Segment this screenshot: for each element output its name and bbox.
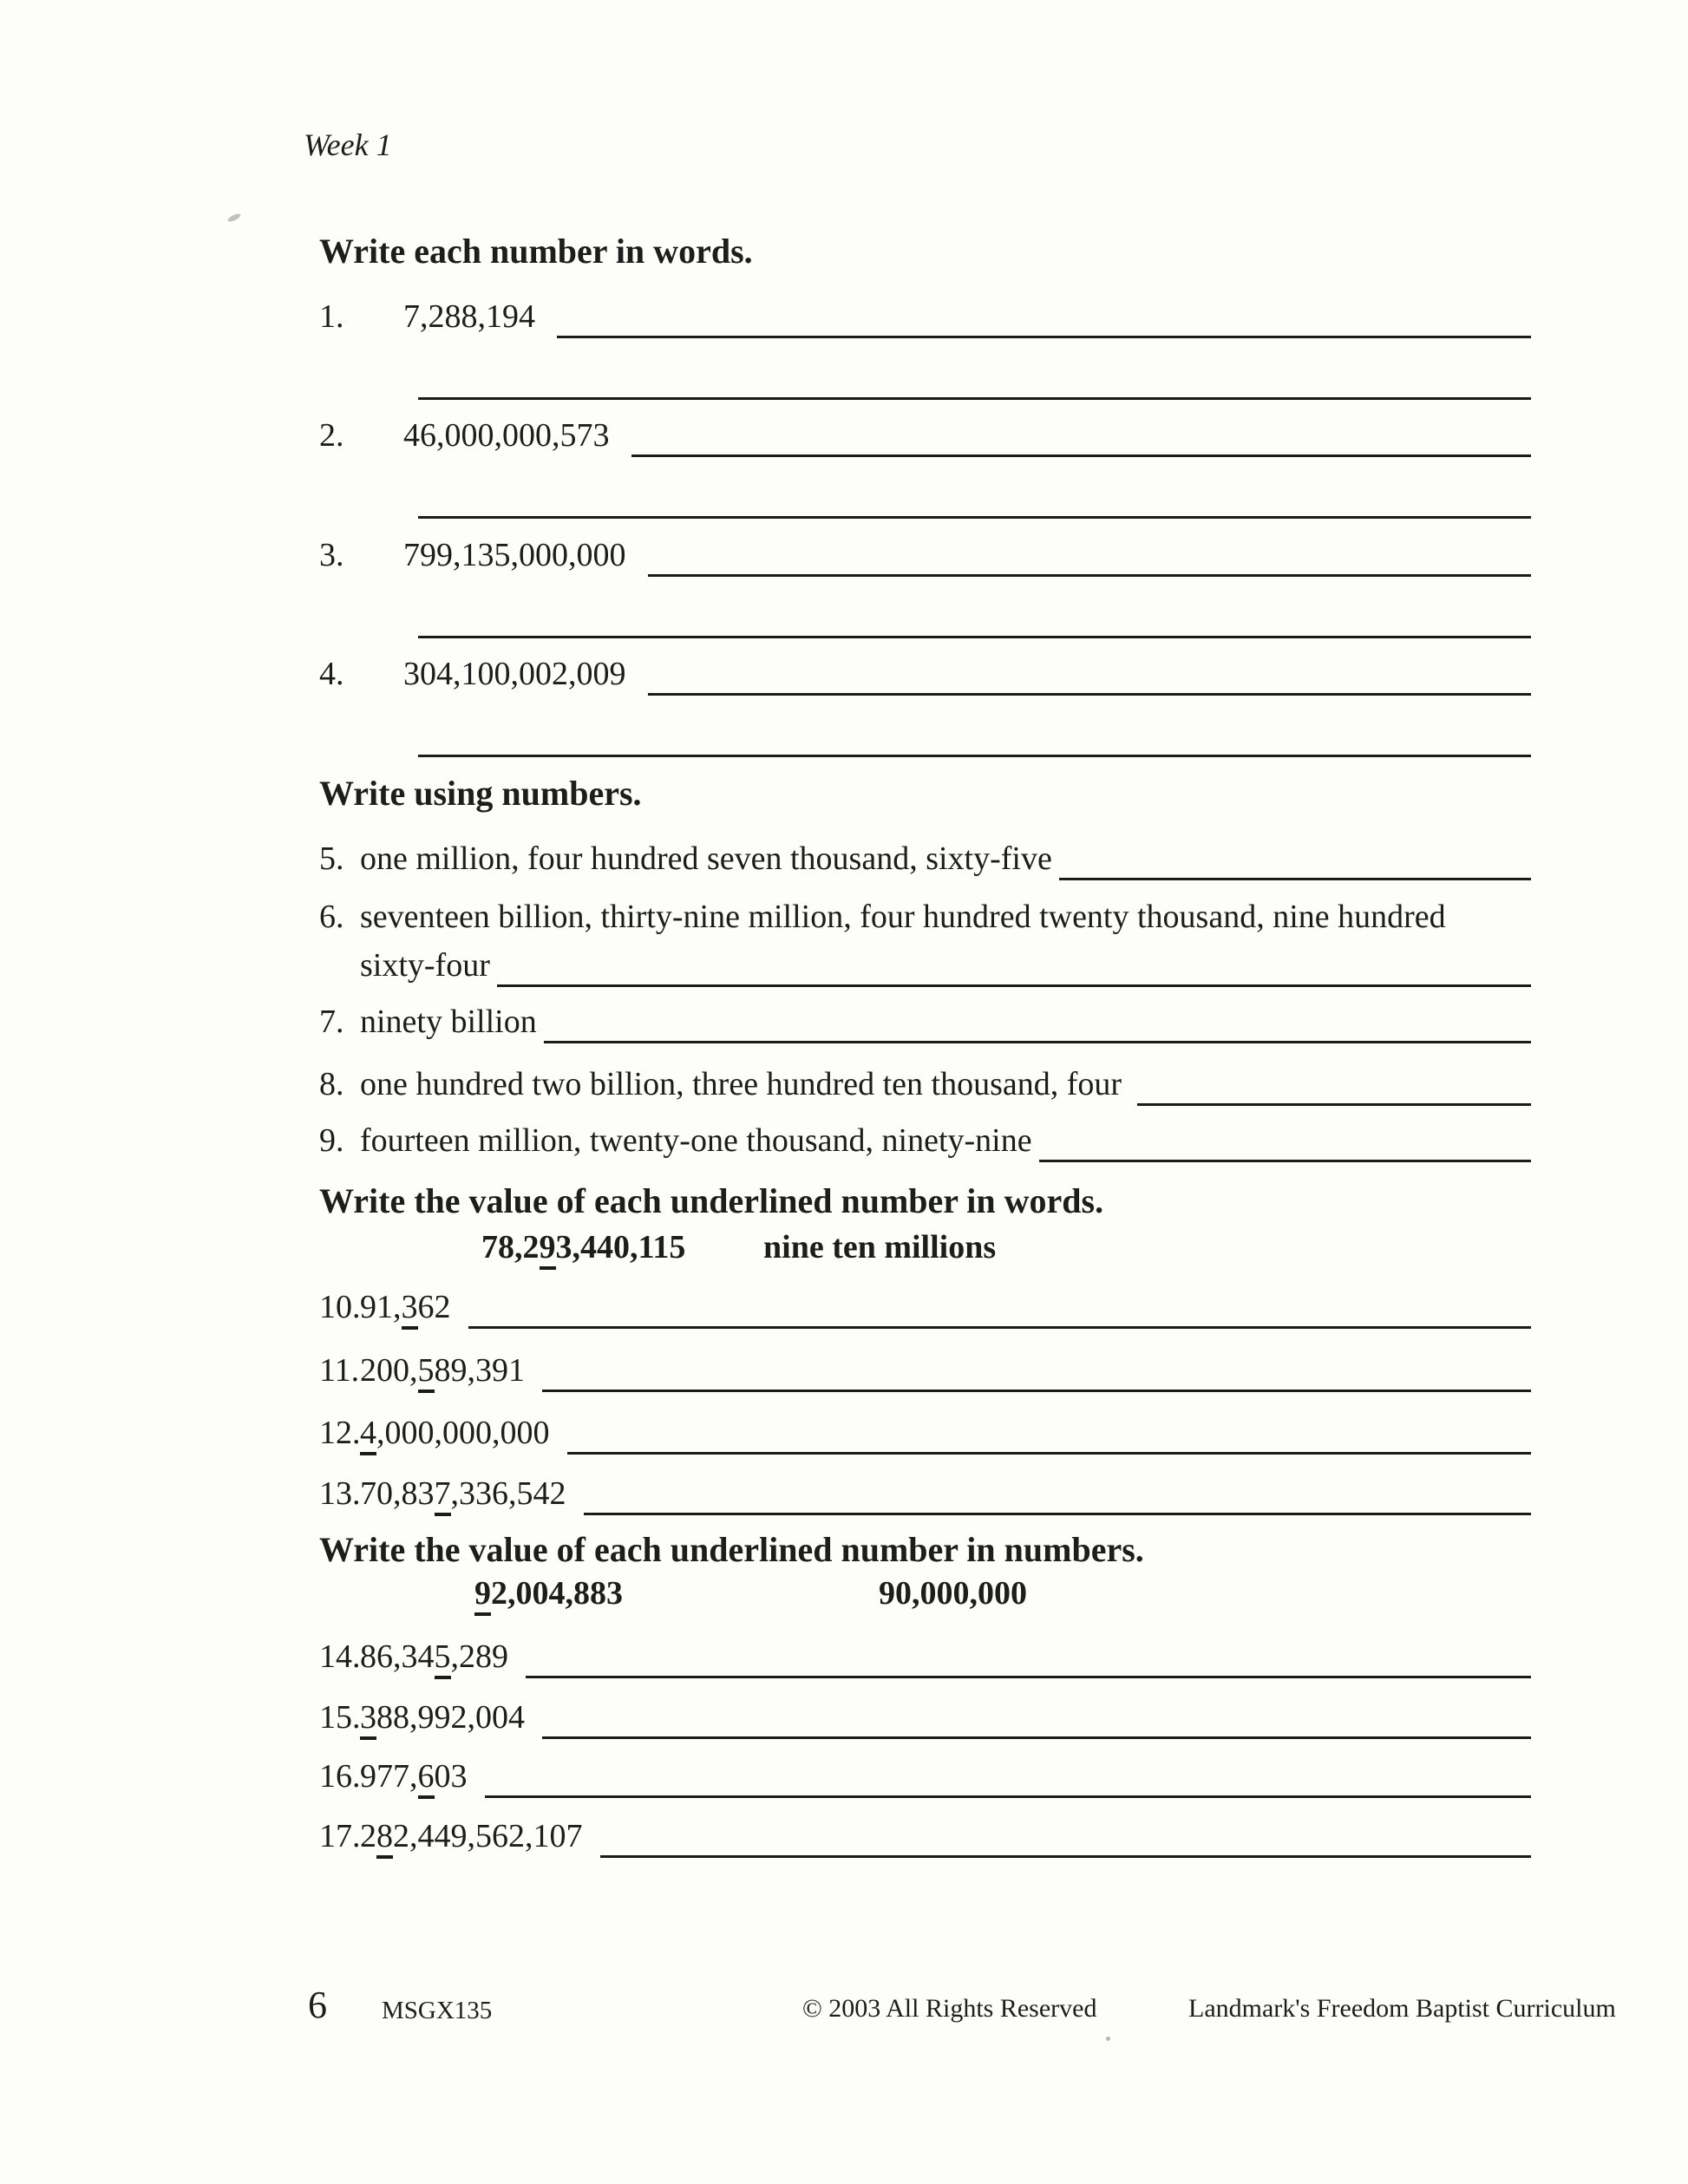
answer-line [648, 535, 1532, 575]
scan-speck [1106, 2037, 1110, 2041]
item-number: 3. [319, 537, 344, 573]
item-number: 11. [319, 1352, 360, 1389]
underlined-digit: 5 [435, 1638, 451, 1679]
answer-line [584, 1474, 1532, 1514]
item-row-5 [319, 839, 1531, 879]
underlined-digit: 3 [402, 1289, 418, 1330]
example-number [481, 1229, 685, 1270]
underlined-digit: 8 [376, 1818, 393, 1859]
answer-line [1059, 839, 1531, 879]
underlined-digit: 6 [418, 1758, 435, 1799]
example-answer: 90,000,000 [879, 1575, 1027, 1612]
value-pre: 78,2 [481, 1229, 540, 1265]
value-post: ,000,000,000 [376, 1415, 550, 1451]
item-row-16 [319, 1756, 1531, 1796]
underlined-digit: 7 [435, 1475, 451, 1516]
answer-line [497, 945, 1531, 985]
answer-line [1137, 1064, 1531, 1104]
underlined-digit: 3 [360, 1699, 376, 1740]
item-row-11 [319, 1350, 1531, 1390]
example-number [474, 1575, 623, 1616]
scan-speck [226, 213, 241, 223]
footer-copyright: © 2003 All Rights Reserved [802, 1994, 1097, 2023]
answer-line [557, 297, 1531, 337]
week-label: Week 1 [304, 128, 392, 162]
value-pre: 977, [360, 1758, 418, 1795]
underlined-digit: 4 [360, 1415, 376, 1455]
item-number: 8. [319, 1066, 344, 1102]
section-heading-numbers: Write using numbers. [319, 774, 642, 813]
item-row-4 [319, 654, 1531, 694]
answer-line [648, 654, 1532, 694]
answer-line [542, 1697, 1531, 1737]
item-row-10 [319, 1287, 1531, 1327]
item-text: ninety billion [360, 1004, 537, 1040]
item-value [360, 1413, 550, 1453]
item-row-3 [319, 535, 1531, 575]
value-pre: 70,83 [360, 1475, 435, 1512]
section-heading-underlined-numbers: Write the value of each underlined number in numbers. [319, 1530, 1144, 1569]
item-row-2 [319, 415, 1531, 455]
item-number: 14. [319, 1638, 361, 1675]
item-row-6-continuation [360, 945, 1531, 985]
answer-line-2 [418, 516, 1531, 519]
example-answer: nine ten millions [763, 1229, 997, 1265]
item-row-15 [319, 1697, 1531, 1737]
answer-line [567, 1413, 1532, 1453]
item-row-12 [319, 1413, 1531, 1453]
item-number: 12. [319, 1415, 361, 1451]
answer-line [485, 1756, 1532, 1796]
item-value [360, 1637, 508, 1677]
item-row-9 [319, 1121, 1531, 1161]
answer-line [631, 415, 1532, 455]
answer-line [1039, 1121, 1531, 1161]
answer-line [544, 1002, 1531, 1042]
value-post: ,289 [450, 1638, 508, 1675]
item-row-14 [319, 1637, 1531, 1677]
example-row-words [481, 1227, 1531, 1267]
item-number: 9. [319, 1122, 344, 1159]
item-text: one hundred two billion, three hundred ten thousand, four [360, 1066, 1122, 1102]
value-pre: 2 [360, 1818, 376, 1854]
item-row-1 [319, 297, 1531, 337]
item-number: 6. [319, 899, 344, 935]
example-row-numbers [474, 1573, 1531, 1613]
item-value [360, 1350, 525, 1390]
item-value: 7,288,194 [403, 298, 535, 335]
underlined-digit: 9 [540, 1229, 556, 1270]
item-number: 4. [319, 656, 344, 692]
section-heading-words: Write each number in words. [319, 232, 753, 271]
value-post: 3,440,115 [555, 1229, 686, 1265]
underlined-digit: 5 [418, 1352, 435, 1393]
answer-line-2 [418, 636, 1531, 638]
item-value: 799,135,000,000 [403, 537, 626, 573]
item-value [360, 1816, 583, 1856]
item-row-13 [319, 1474, 1531, 1514]
value-pre: 200, [360, 1352, 418, 1389]
item-text: one million, four hundred seven thousand, sixty-five [360, 840, 1052, 877]
value-pre: 86,34 [360, 1638, 435, 1675]
footer-page-number: 6 [308, 1984, 327, 2026]
value-pre: 91, [360, 1289, 402, 1325]
answer-line [542, 1350, 1531, 1390]
value-post: 2,449,562,107 [393, 1818, 583, 1854]
value-post: 89,391 [434, 1352, 525, 1389]
item-row-7 [319, 1002, 1531, 1042]
item-number: 16. [319, 1758, 361, 1795]
item-number: 17. [319, 1818, 361, 1854]
value-post: 62 [417, 1289, 451, 1325]
value-post: 2,004,883 [491, 1575, 623, 1612]
item-text: fourteen million, twenty-one thousand, ninety-nine [360, 1122, 1032, 1159]
footer-code: MSGX135 [382, 1997, 493, 2024]
item-row-6 [319, 897, 1531, 937]
item-number: 2. [319, 417, 344, 454]
answer-line [468, 1287, 1532, 1327]
item-number: 7. [319, 1004, 344, 1040]
item-number: 5. [319, 840, 344, 877]
item-number: 10. [319, 1289, 361, 1325]
footer-publisher: Landmark's Freedom Baptist Curriculum [1188, 1994, 1616, 2023]
answer-line-2 [418, 755, 1531, 757]
section-heading-underlined-words: Write the value of each underlined number in words. [319, 1181, 1104, 1220]
item-value [360, 1474, 566, 1514]
item-row-17 [319, 1816, 1531, 1856]
answer-line [600, 1816, 1532, 1856]
item-row-8 [319, 1064, 1531, 1104]
item-number: 13. [319, 1475, 361, 1512]
item-text: sixty-four [360, 947, 490, 984]
item-value [360, 1697, 525, 1737]
item-value: 304,100,002,009 [403, 656, 626, 692]
value-post: ,336,542 [450, 1475, 566, 1512]
answer-line-2 [418, 397, 1531, 400]
item-text: seventeen billion, thirty-nine million, four hundred twenty thousand, nine hundred [360, 899, 1446, 935]
underlined-digit: 9 [474, 1575, 491, 1616]
item-value: 46,000,000,573 [403, 417, 610, 454]
value-post: 88,992,004 [376, 1699, 525, 1736]
item-number: 15. [319, 1699, 361, 1736]
answer-line [526, 1637, 1531, 1677]
item-value [360, 1756, 468, 1796]
item-number: 1. [319, 298, 344, 335]
item-value [360, 1287, 451, 1327]
value-post: 03 [434, 1758, 468, 1795]
